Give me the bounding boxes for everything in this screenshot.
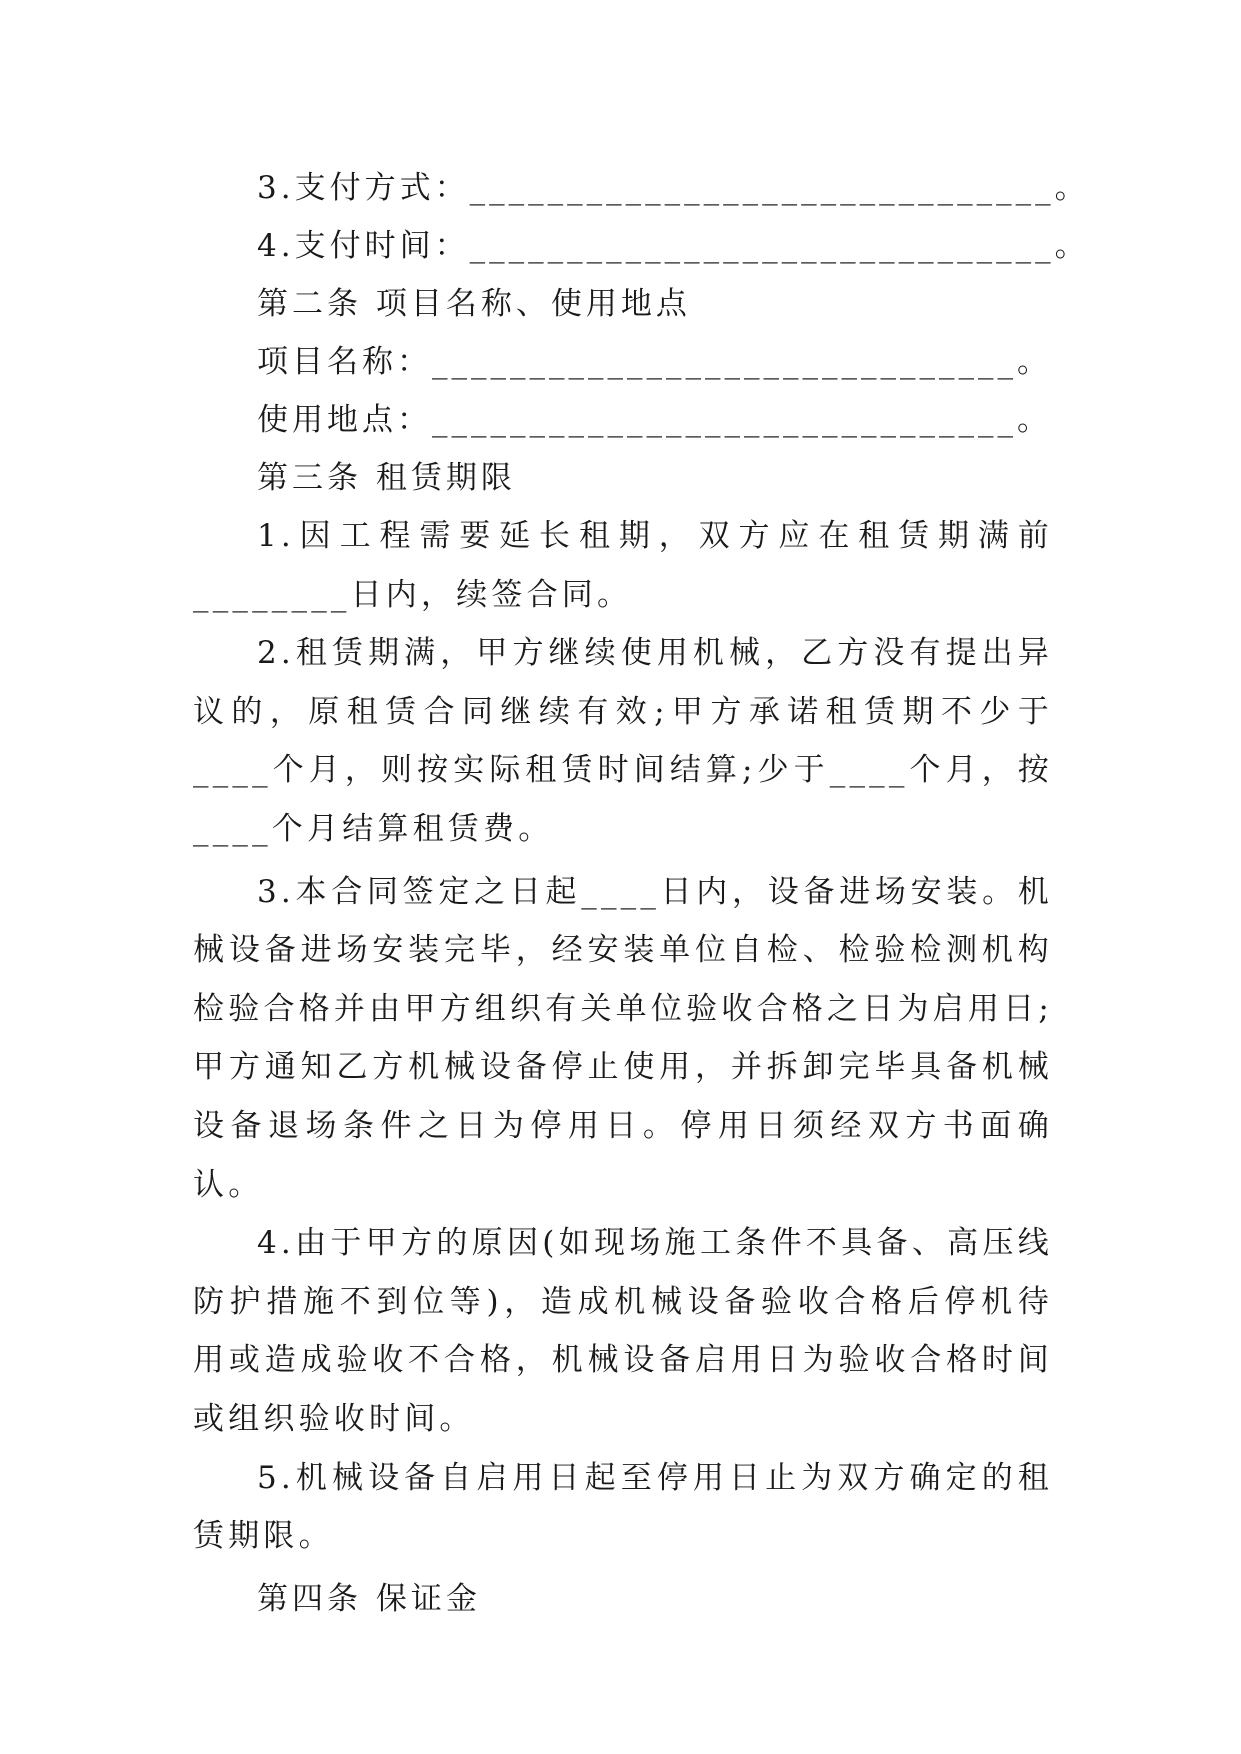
clause-3-2: 2.租赁期满，甲方继续使用机械，乙方没有提出异议的，原租赁合同继续有效;甲方承诺租赁期不少于____个月，则按实际租赁时间结算;少于____个月，按____个月结算租赁费。: [193, 635, 1053, 847]
project-name-line: 项目名称：______________________________。: [257, 344, 1052, 380]
article-4-heading: 第四条 保证金: [257, 1580, 481, 1617]
clause-3-1: 1.因工程需要延长租期，双方应在租赁期满前________日内，续签合同。: [193, 518, 1053, 613]
clause-3-3: 3.本合同签定之日起____日内，设备进场安装。机械设备进场安装完毕，经安装单位自检、检验检测机构检验合格并由甲方组织有关单位验收合格之日为启用日;甲方通知乙方机械设备停止使用，并拆卸完毕具备机械设备退场条件之日为停用日。停用日须经双方书面确认。: [193, 873, 1053, 1203]
payment-time-line: 4.支付时间：______________________________。: [257, 228, 1090, 264]
clause-3-4: 4.由于甲方的原因(如现场施工条件不具备、高压线防护措施不到位等)，造成机械设备验收合格后停机待用或造成验收不合格，机械设备启用日为验收合格时间或组织验收时间。: [193, 1225, 1053, 1437]
article-2-heading: 第二条 项目名称、使用地点: [257, 286, 691, 322]
article-3-heading: 第三条 租赁期限: [257, 460, 516, 496]
payment-method-line: 3.支付方式：______________________________。: [257, 170, 1090, 206]
use-location-line: 使用地点：______________________________。: [257, 402, 1052, 438]
clause-3-5: 5.机械设备自启用日起至停用日止为双方确定的租赁期限。: [193, 1459, 1053, 1555]
document-body: [193, 159, 1090, 1628]
